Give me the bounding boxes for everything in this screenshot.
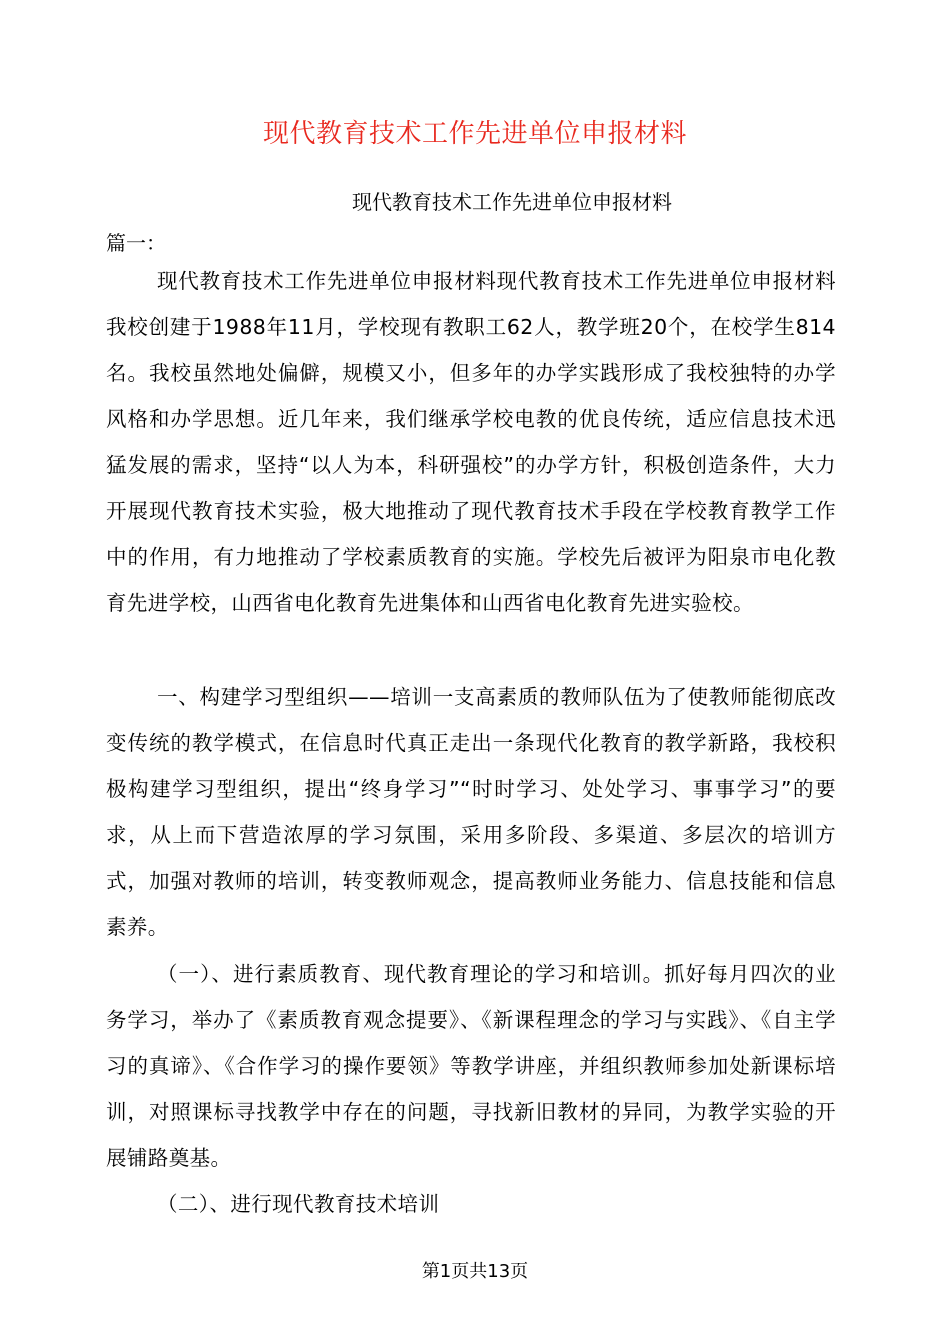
- page-number-footer: 第1页共13页: [421, 1261, 529, 1282]
- document-subtitle: 现代教育技术工作先进单位申报材料: [352, 190, 672, 214]
- body-paragraph: 一、构建学习型组织——培训一支高素质的教师队伍为了使教师能彻底改变传统的教学模式，在信息时代真正走出一条现代化教育的教学新路，我校积极构建学习型组织，提出“终身学习”“时时学习、处处学习、事事学习”的要求，从上而下营造浓厚的学习氛围，采用多阶段、多渠道、多层次的培训方式，加强对教师的培训，转变教师观念，提高教师业务能力、信息技能和信息素养。: [106, 685, 836, 939]
- body-paragraph: （二）、进行现代教育技术培训: [157, 1192, 440, 1216]
- body-paragraph: （一）、进行素质教育、现代教育理论的学习和培训。抓好每月四次的业务学习，举办了《素质教育观念提要》、《新课程理念的学习与实践》、《自主学习的真谛》、《合作学习的操作要领》等教学讲座，并组织教师参加处新课标培训，对照课标寻找教学中存在的问题，寻找新旧教材的异同，为教学实验的开展铺路奠基。: [106, 962, 836, 1170]
- document-title: 现代教育技术工作先进单位申报材料: [262, 119, 687, 149]
- body-paragraph: 现代教育技术工作先进单位申报材料现代教育技术工作先进单位申报材料我校创建于1988年11月，学校现有教职工62人，教学班20个，在校学生814名。我校虽然地处偏僻，规模又小，但多年的办学实践形成了我校独特的办学风格和办学思想。近几年来，我们继承学校电教的优良传统，适应信息技术迅猛发展的需求，坚持“以人为本，科研强校”的办学方针，积极创造条件，大力开展现代教育技术实验，极大地推动了现代教育技术手段在学校教育教学工作中的作用，有力地推动了学校素质教育的实施。学校先后被评为阳泉市电化教育先进学校，山西省电化教育先进集体和山西省电化教育先进实验校。: [106, 269, 836, 615]
- section-label: 篇一：: [106, 231, 166, 255]
